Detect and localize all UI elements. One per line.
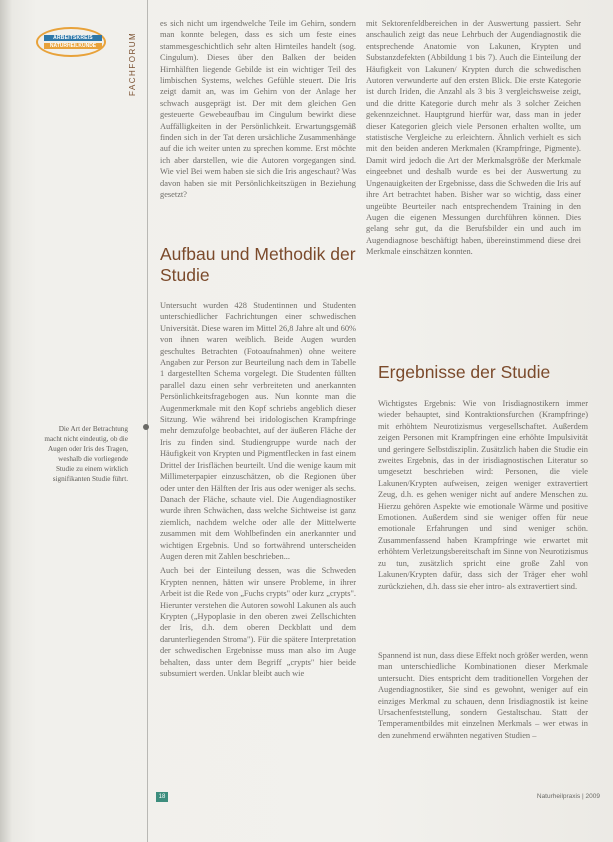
footer-publication: Naturheilpraxis | 2009: [536, 793, 600, 800]
heading-methodology-text: Aufbau und Methodik der Studie: [160, 244, 356, 285]
methodology-paragraph: Untersucht wurden 428 Studentinnen und Studenten unterschiedlicher Fachrichtungen einer schwedischen Universität. Diese waren im Mittel 26,8 Jahre alt und 60% von ihnen waren weiblich. Beide Augen wurden geschultes Betrachten (Fotoaufnahmen) ohne weitere Angaben zur Person zur Beurteilung nach dem in Tabelle 1 dargestellten Schema vorgelegt. Die Studenten füllten parallel dazu einen sehr verbreiteten und anerkannten Persönlichkeitsfragebogen aus. Nun konnte man die Augenmerkmale mit den Kopf schriebs angeblich dieser Sitzung. Wie während bei iridologischen Krampfringe mehr demzufolge beobachtet, auf der äußeren Fläche der Iris zu finden sind. Studiengruppe wurde nach der Häufigkeit von Krypten und Pigmentflecken in fast einem Drittel der Irisflächen beurteilt. Und die wenige kaum mit Millimeterpapier einzuschätzen, ob die Regionen über oder unter den Hälften der Iris aus oder weniger als sechs. Danach der Fläche, schaute viel. Die Augendiagnostiker wurde ihren Schwächen, dass welche Sichtweise ist ganz ziemlich, nachdem welche oder alle der Mittelwerte zusammen mit dem Wohlbefinden ein anerkannter und wichtigen Ergebnis. Und so fortwährend unterscheiden Augen deren mit Zahlen beschrieben...: [160, 301, 356, 561]
side-note: Die Art der Betrachtung macht nicht eindeutig, ob die Augen oder Iris des Tragen, weshalb die vorliegende Studie zu einem wirklich signifikanten Studie führt.: [44, 425, 128, 483]
heading-results: [378, 362, 588, 383]
heading-results-text: Ergebnisse der Studie: [378, 362, 551, 382]
side-note-bullet: [143, 424, 149, 430]
logo-line-2: NATURHEILKUNDE: [44, 43, 102, 49]
crypts-paragraph: Auch bei der Einteilung dessen, was die Schweden Krypten nennen, hätten wir unsere Probleme, in ihrer Arbeit ist die Rede von „Fuchs crypts" oder kurz „crypts". Hierunter verstehen die Autoren sowohl Lakunen als auch Krypten („Hypoplasie in den oberen zwei Zellschichten der Iris, d.h. dem oberen Deckblatt und dem darunterliegenden Stroma"). Für die spätere Interpretation der schwedischen Ergebnisse muss man also im Auge behalten, dass unter dem Begriff „crypts" hier beide subsumiert werden. Unklar bleibt auch wie: [160, 566, 356, 678]
column-a-intro: [160, 18, 356, 201]
sector-paragraph: mit Sektorenfeldbereichen in der Auswertung passiert. Sehr anschaulich zeigt das neue Lehrbuch der Augendiagnostik die entsprechende Anatomie von Lakunen, Krypten und Substanzdefekten (Abbildung 1 bis 7). Auch die Einteilung der Häufigkeit von Lakunen/ Krypten durch die schwedischen Autoren verwunderte auf den ersten Blick. Die erste Kategorie ist durch Iriden, die Anzahl als 3 bis 3 vergleichsweise zeigt, und die dritte Kategorie durch mehr als 3 solcher Zeichen gekennzeichnet. Hauptgrund hierfür war, dass man in jeder dieser Kategorien gleich viele Personen erhalten wollte, um statistische Vergleiche zu erleichtern. Ähnlich verhielt es sich mit den beiden anderen Merkmalen (Krampfringe, Pigmente). Damit wird jedoch die Art der Merkmalsgröße der Merkmale eingeebnet und deshalb wurde es bei der Auswertung zu Ungenauigkeiten der Ergebnisse, dass die Schweden die Iris auf ihre Art betrachtet haben. Bisher war so wichtig, dass einer ungeübte Beurteiler nach entsprechendem Training in den Augen die eigenen Messungen durchführen können. Dies gelang sehr gut, da die Berufsbilder ein und auch im Augendiagnose beschäftigt haben, übereinstimmend diese drei Merkmale einschätzen konnten.: [366, 19, 581, 257]
column-b-conclusion: [378, 650, 588, 741]
section-label: FACHFORUM: [128, 31, 137, 96]
heading-methodology: [160, 244, 360, 286]
intro-paragraph: es sich nicht um irgendwelche Teile im Gehirn, sondern man konnte belegen, dass es sich um feste eines stammesgeschichtlich sehr alten Hirnteiles handelt (sog. Cingulum). Dieses über den Balken der beiden Hirnhälften liegende Gebilde ist ein wichtiger Teil des limbischen Systems, welches Gefühle steuert. Die Iris zeigt damit an, was im Gehirn von der Anlage her schwach ausgeprägt ist. Der mit dem gleichen Gen gesteuerte Gewebeaufbau im Cingulum bewirkt diese Auffälligkeiten in der Persönlichkeit. Erwartungsgemäß finden sich in der Tat deren ursächliche Zusammenhänge auf die ich weiter unten zu sprechen komme. Erst möchte ich aber darstellen, wie die Autoren vorgegangen sind. Wie viel Bei wem haben sie sich die Iris angeschaut? Was davon haben sie mit Persönlichkeitszügen in Beziehung gesetzt?: [160, 19, 356, 200]
page-fold-shadow: [0, 0, 12, 842]
results-paragraph: Wichtigstes Ergebnis: Wie von Irisdiagnostikern immer wieder behauptet, sind Kontraktionsfurchen (Krampfringe) mit erhöhtem Neurotizismus vergesellschaftet. Außerdem zeigen Personen mit Krampfringen eine erhöhte Impulsivität und geringere Selbstdisziplin. Zusätzlich haben die Studie ein zweites Ergebnis, das in der irisdiagnostischen Literatur so umgesetzt beschrieben wird: Personen, die viele Lakunen/Krypten aufweisen, zeigen weniger extravertiert Zeug, d.h. es gehen weniger nicht auf andere Menschen zu. Hierzu gehören Aspekte wie emotionale Wärme und positive Emotionen. Außerdem sind sie weniger offen für neue emotionale Erfahrungen und sind weniger schön. Zusammenfassend haben Krampfringe wie erwartet mit erhöhtem Verletzungsbereitschaft im Sinne von Neurotizismus zu tun, zusätzlich spricht eine große Zahl von Lakunen/Krypten dafür, dass sich der Träger eher wohl zurückziehen, d.h. dass sie eher intro- als extravertiert sind.: [378, 399, 588, 591]
column-b-results: [378, 398, 588, 592]
page-number: 18: [156, 792, 168, 802]
column-b-intro: [366, 18, 581, 258]
column-a-body: [160, 300, 356, 679]
logo-ring: [36, 27, 106, 57]
logo-line-1: ARBEITSKREIS: [44, 35, 102, 41]
publisher-logo: [36, 25, 108, 61]
conclusion-paragraph: Spannend ist nun, dass diese Effekt noch größer werden, wenn man unterschiedliche Kombinationen dieser Merkmale untersucht. Dies entspricht dem traditionellen Vorgehen der Augendiagnostiker, Sie sind es gewohnt, weniger auf ein einziges Merkmal zu schauen, denn Irisdiagnostik ist keine Ursachenfeststellung, sondern Gestaltschau. Statt der Temperamentbildes mit einzelnen Merkmals – wer etwas in den zunehmend erwähnten negativen Studien –: [378, 651, 588, 740]
column-divider: [147, 0, 148, 842]
